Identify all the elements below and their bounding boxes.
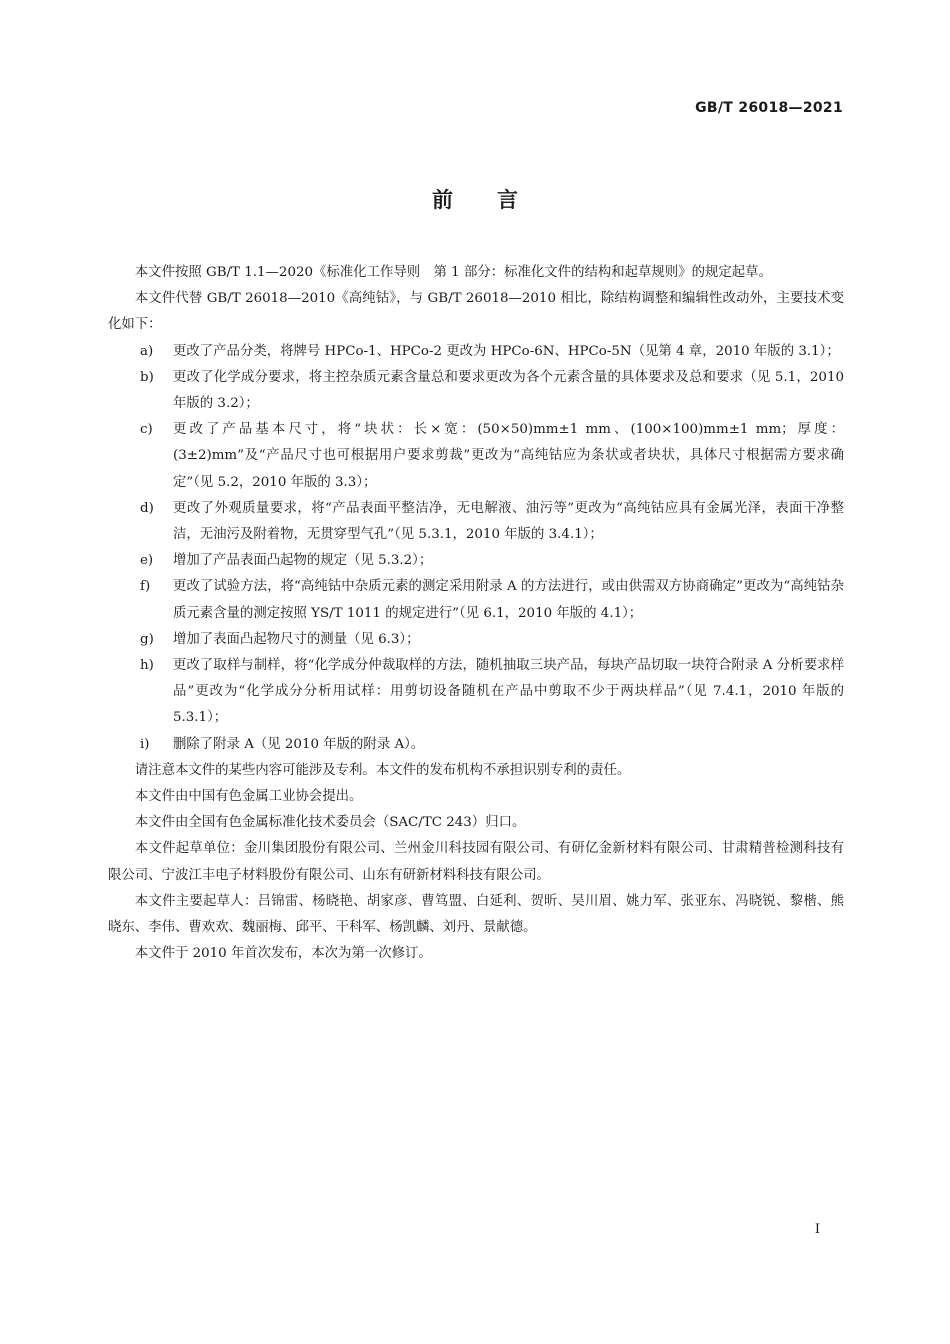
committee-statement: 本文件由全国有色金属标准化技术委员会（SAC/TC 243）归口。 <box>134 815 526 831</box>
list-marker: f) <box>140 579 151 595</box>
list-item <box>108 339 844 365</box>
list-item-text: 删除了附录 A（见 2010 年版的附录 A）。 <box>173 736 425 752</box>
list-item <box>108 627 844 653</box>
list-item <box>108 732 844 758</box>
patent-notice: 请注意本文件的某些内容可能涉及专利。本文件的发布机构不承担识别专利的责任。 <box>134 762 631 778</box>
list-item <box>108 365 844 417</box>
list-item-text: 更改了产品分类，将牌号 HPCo-1、HPCo-2 更改为 HPCo-6N、HPCo-5N（见第 4 章，2010 年版的 3.1）； <box>173 343 840 359</box>
list-item-text: 更改了取样与制样，将“化学成分仲裁取样的方法，随机抽取三块产品，每块产品切取一块符合附录 A 分析要求样品”更改为“化学成分分析用试样：用剪切设备随机在产品中剪取不少于两块样品”（见 7.4.1，2010 年版的 5.3.1）； <box>173 658 844 726</box>
list-item <box>108 417 844 496</box>
list-marker: c) <box>140 422 153 438</box>
list-item-text: 更改了外观质量要求，将“产品表面平整洁净，无电解液、油污等”更改为“高纯钴应具有金属光泽，表面干净整洁，无油污及附着物，无贯穿型气孔”（见 5.3.1，2010 年版的 3.4.1）； <box>173 500 844 543</box>
list-item-text: 更改了化学成分要求，将主控杂质元素含量总和要求更改为各个元素含量的具体要求及总和要求（见 5.1，2010 年版的 3.2）； <box>173 369 844 412</box>
list-item-text: 更改了产品基本尺寸，将“块状：长×宽：(50×50)mm±1 mm、(100×100)mm±1 mm；厚度：(3±2)mm”及“产品尺寸也可根据用户要求剪裁”更改为“高纯钴应为条状或者块状，具体尺寸根据需方要求确定”（见 5.2，2010 年版的 3.3）； <box>173 422 844 490</box>
list-item-text: 增加了表面凸起物尺寸的测量（见 6.3）； <box>173 631 420 647</box>
list-item <box>108 574 844 626</box>
list-marker: d) <box>140 500 154 516</box>
drafting-organizations: 本文件起草单位：金川集团股份有限公司、兰州金川科技园有限公司、有研亿金新材料有限公司、甘肃精普检测科技有限公司、宁波江丰电子材料股份有限公司、山东有研新材料科技有限公司。 <box>108 841 844 883</box>
list-marker: e) <box>140 553 154 569</box>
page-title: 前言 <box>432 188 562 212</box>
drafters: 本文件主要起草人：吕锦雷、杨晓艳、胡家彦、曹笃盟、白延利、贺昕、吴川眉、姚力军、张亚东、冯晓锐、黎楷、熊晓东、李伟、曹欢欢、魏丽梅、邱平、干科军、杨凯麟、刘丹、景献德。 <box>108 893 844 936</box>
standard-code: GB/T 26018—2021 <box>695 100 843 116</box>
list-item <box>108 653 844 732</box>
list-marker: a) <box>140 343 154 359</box>
proposer-statement: 本文件由中国有色金属工业协会提出。 <box>134 789 363 805</box>
foreword-body <box>108 260 844 967</box>
page-number: I <box>814 1222 820 1237</box>
publication-history: 本文件于 2010 年首次发布，本次为第一次修订。 <box>134 946 432 962</box>
list-item-text: 增加了产品表面凸起物的规定（见 5.3.2）； <box>173 553 433 569</box>
list-item-text: 更改了试验方法，将“高纯钴中杂质元素的测定采用附录 A 的方法进行，或由供需双方协商确定”更改为“高纯钴杂质元素含量的测定按照 YS/T 1011 的规定进行”（见 6.1，2010 年版的 4.1）； <box>173 579 844 621</box>
changes-list <box>108 339 844 758</box>
list-item <box>108 548 844 574</box>
intro-paragraph: 本文件代替 GB/T 26018—2010《高纯钴》，与 GB/T 26018—2010 相比，除结构调整和编辑性改动外，主要技术变化如下： <box>108 291 844 333</box>
list-item <box>108 496 844 548</box>
list-marker: b) <box>140 369 154 385</box>
list-marker: h) <box>140 658 154 674</box>
list-marker: g) <box>140 631 154 647</box>
intro-paragraph: 本文件按照 GB/T 1.1—2020《标准化工作导则 第 1 部分：标准化文件的结构和起草规则》的规定起草。 <box>134 265 772 280</box>
list-marker: i) <box>140 736 150 752</box>
